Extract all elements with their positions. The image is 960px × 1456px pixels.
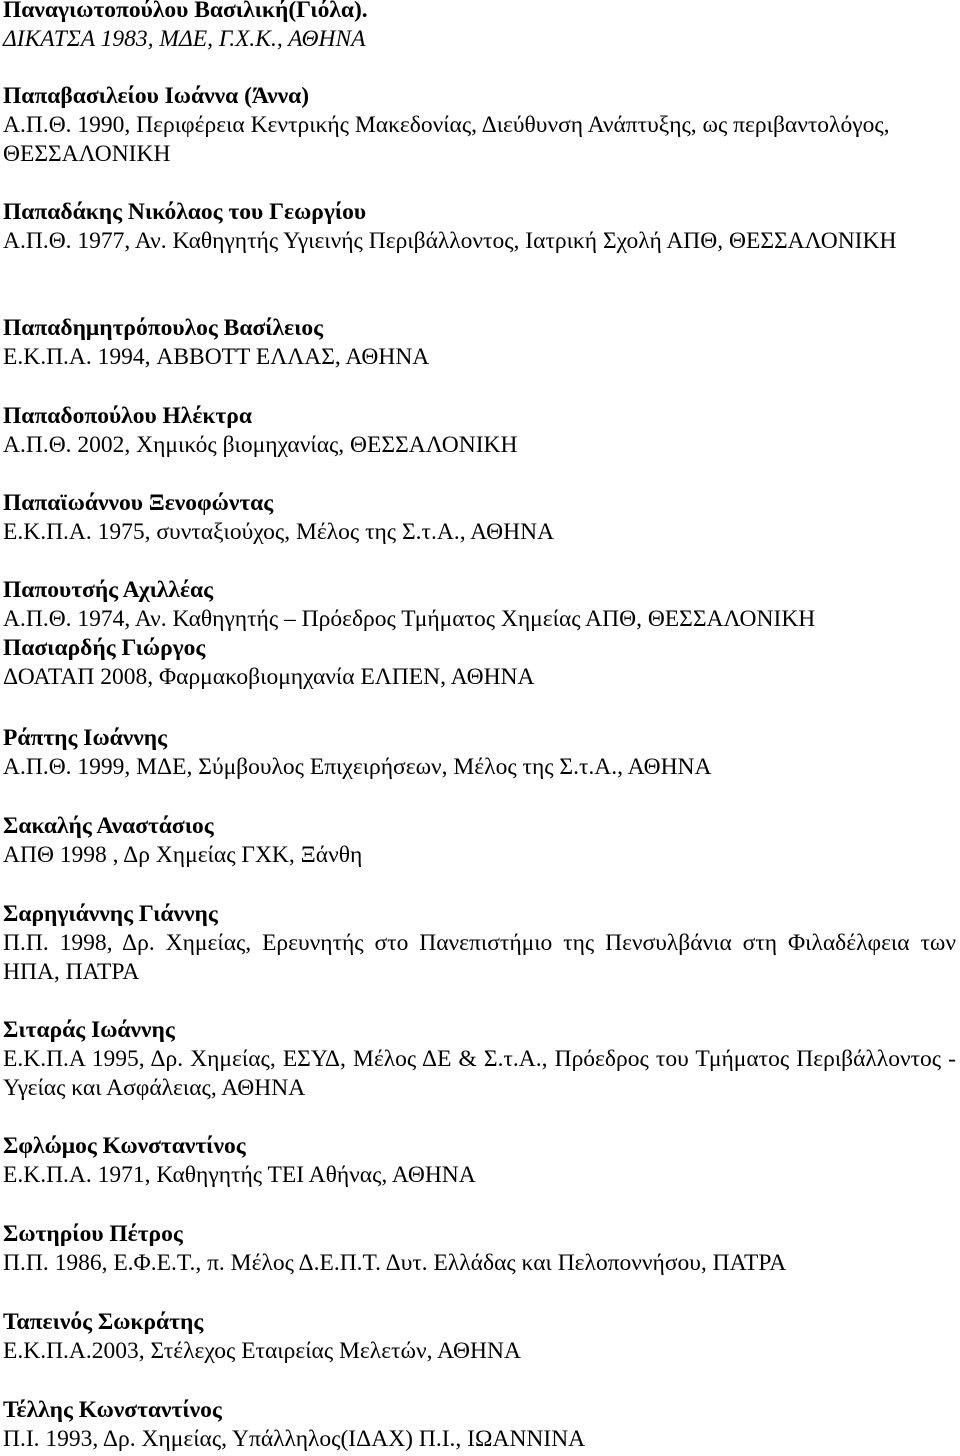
person-name: Παπαδημητρόπουλος Βασίλειος xyxy=(3,315,324,341)
list-item xyxy=(3,1308,956,1366)
person-detail: ΔΙΚΑΤΣΑ 1983, ΜΔΕ, Γ.Χ.Κ., ΑΘΗΝΑ xyxy=(3,26,366,52)
person-detail: Α.Π.Θ. 2002, Χημικός βιομηχανίας, ΘΕΣΣΑΛΟΝΙΚΗ xyxy=(3,432,518,458)
person-name: Σιταράς Ιωάννης xyxy=(3,1017,175,1043)
list-item xyxy=(3,1220,956,1278)
list-item xyxy=(3,812,956,870)
person-name: Παπαδοπούλου Ηλέκτρα xyxy=(3,403,252,429)
list-item xyxy=(3,900,956,987)
person-name: Ράπτης Ιωάννης xyxy=(3,725,168,751)
list-item xyxy=(3,198,956,256)
person-name: Παπαδάκης Νικόλαος του Γεωργίου xyxy=(3,199,367,225)
list-item xyxy=(3,489,956,547)
person-name: Σφλώμος Κωνσταντίνος xyxy=(3,1133,246,1159)
list-item xyxy=(3,1132,956,1190)
list-item xyxy=(3,1016,956,1103)
list-item xyxy=(3,82,956,169)
list-item xyxy=(3,0,956,54)
person-name: Παπαϊωάννου Ξενοφώντας xyxy=(3,490,274,516)
person-name: Σωτηρίου Πέτρος xyxy=(3,1221,183,1247)
person-detail: Ε.Κ.Π.Α.2003, Στέλεχος Εταιρείας Μελετών, ΑΘΗΝΑ xyxy=(3,1338,521,1364)
person-detail: ΔΟΑΤΑΠ 2008, Φαρμακοβιομηχανία ΕΛΠΕΝ, ΑΘΗΝΑ xyxy=(3,664,535,690)
person-detail: Π.Ι. 1993, Δρ. Χημείας, Υπάλληλος(ΙΔΑΧ) Π.Ι., ΙΩΑΝΝΙΝΑ xyxy=(3,1426,586,1452)
person-detail: Π.Π. 1998, Δρ. Χημείας, Ερευνητής στο Πανεπιστήμιο της Πενσυλβάνια στη Φιλαδέλφεια των ΗΠΑ, ΠΑΤΡΑ xyxy=(3,930,956,985)
person-detail: Ε.Κ.Π.Α 1995, Δρ. Χημείας, ΕΣΥΔ, Μέλος ΔΕ & Σ.τ.Α., Πρόεδρος του Τμήματος Περιβάλλοντος - Υγείας και Ασφάλειας, ΑΘΗΝΑ xyxy=(3,1046,956,1101)
person-detail: Π.Π. 1986, Ε.Φ.Ε.Τ., π. Μέλος Δ.Ε.Π.Τ. Δυτ. Ελλάδας και Πελοποννήσου, ΠΑΤΡΑ xyxy=(3,1250,787,1276)
person-detail: Α.Π.Θ. 1999, ΜΔΕ, Σύμβουλος Επιχειρήσεων, Μέλος της Σ.τ.Α., ΑΘΗΝΑ xyxy=(3,754,712,780)
person-name: Ταπεινός Σωκράτης xyxy=(3,1309,204,1335)
list-item xyxy=(3,576,956,634)
person-detail: Ε.Κ.Π.Α. 1975, συνταξιούχος, Μέλος της Σ.τ.Α., ΑΘΗΝΑ xyxy=(3,519,555,545)
person-detail: Ε.Κ.Π.Α. 1971, Καθηγητής ΤΕΙ Αθήνας, ΑΘΗΝΑ xyxy=(3,1162,476,1188)
list-item xyxy=(3,634,956,692)
list-item xyxy=(3,402,956,460)
person-name: Παναγιωτοπούλου Βασιλική(Γιόλα). xyxy=(3,0,368,23)
person-name: Σαρηγιάννης Γιάννης xyxy=(3,901,218,927)
person-detail: Ε.Κ.Π.Α. 1994, ABBOTT ΕΛΛΑΣ, ΑΘΗΝΑ xyxy=(3,344,430,370)
person-detail: Α.Π.Θ. 1974, Αν. Καθηγητής – Πρόεδρος Τμήματος Χημείας ΑΠΘ, ΘΕΣΣΑΛΟΝΙΚΗ xyxy=(3,606,816,632)
person-name: Τέλλης Κωνσταντίνος xyxy=(3,1397,222,1423)
person-detail: Α.Π.Θ. 1990, Περιφέρεια Κεντρικής Μακεδονίας, Διεύθυνση Ανάπτυξης, ως περιβαντολόγος, ΘΕΣΣΑΛΟΝΙΚΗ xyxy=(3,112,890,167)
person-detail: ΑΠΘ 1998 , Δρ Χημείας ΓΧΚ, Ξάνθη xyxy=(3,842,363,868)
list-item xyxy=(3,1396,956,1454)
list-item xyxy=(3,724,956,782)
person-name: Πασιαρδής Γιώργος xyxy=(3,635,206,661)
person-name: Σακαλής Αναστάσιος xyxy=(3,813,214,839)
person-name: Παπαβασιλείου Ιωάννα (Άννα) xyxy=(3,83,310,109)
person-detail: Α.Π.Θ. 1977, Αν. Καθηγητής Υγιεινής Περιβάλλοντος, Ιατρική Σχολή ΑΠΘ, ΘΕΣΣΑΛΟΝΙΚΗ xyxy=(3,228,897,254)
person-name: Παπουτσής Αχιλλέας xyxy=(3,577,214,603)
list-item xyxy=(3,314,956,372)
